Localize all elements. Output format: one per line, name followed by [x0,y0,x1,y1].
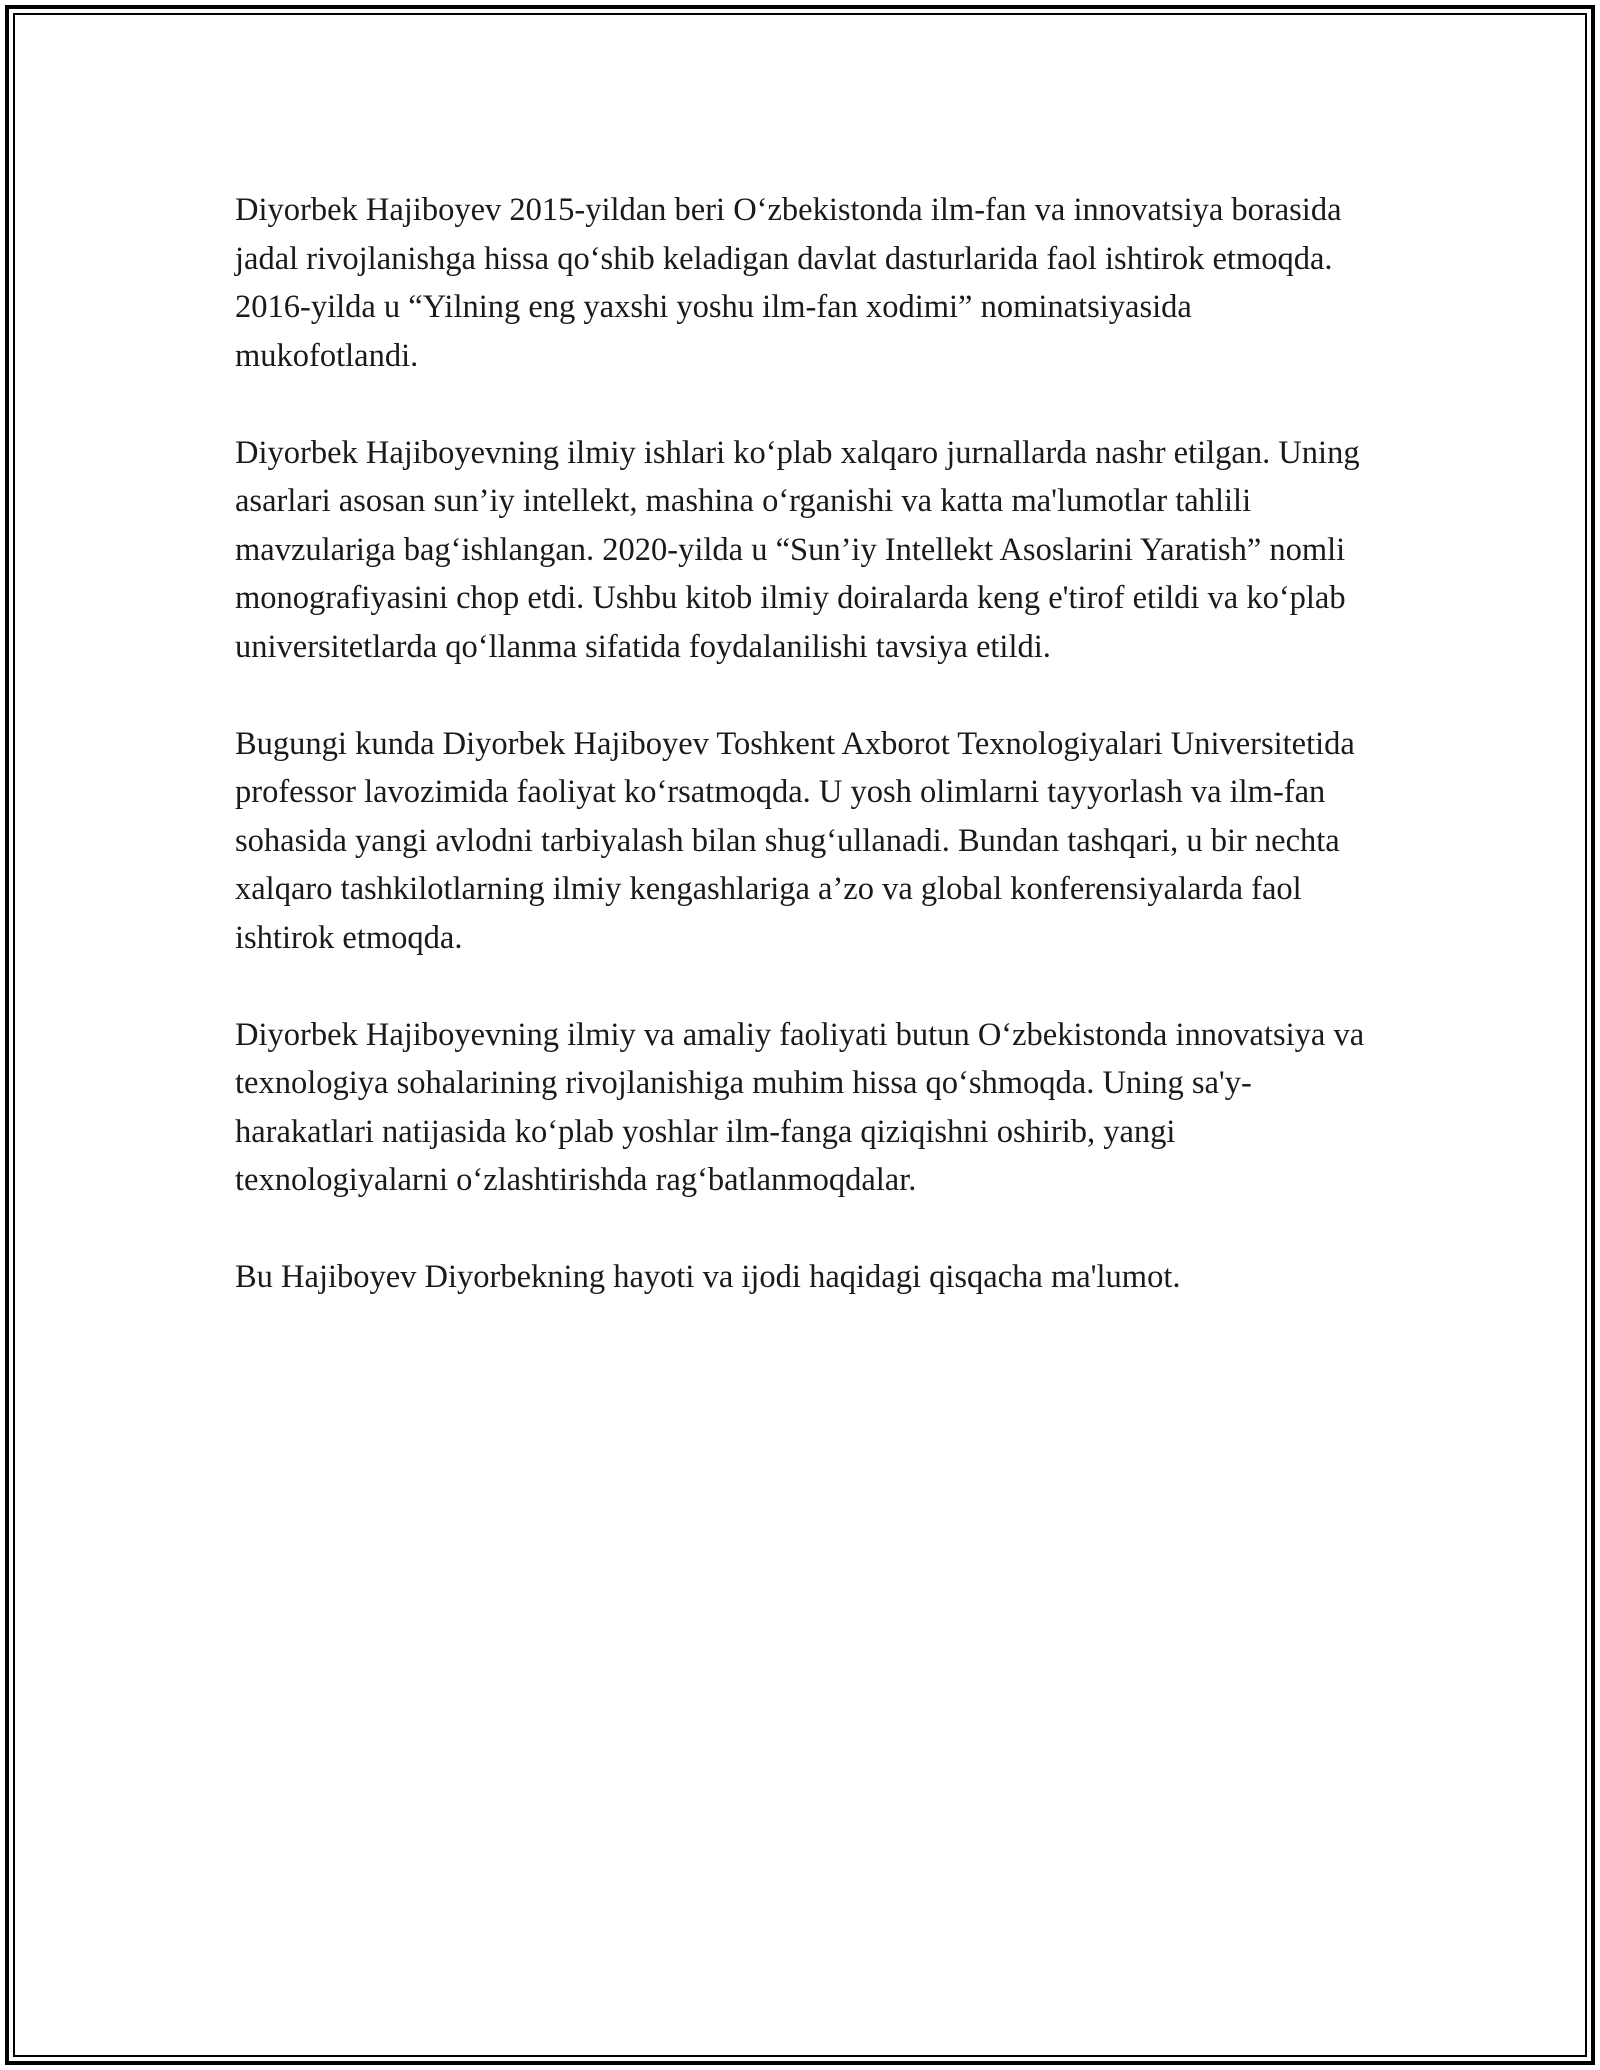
paragraph-summary: Bu Hajiboyev Diyorbekning hayoti va ijodi haqidagi qisqacha ma'lumot. [235,1259,1181,1295]
document-body [235,186,1375,1350]
paragraph-intro: Diyorbek Hajiboyev 2015-yildan beri O‘zbekistonda ilm-fan va innovatsiya borasida jadal rivojlanishga hissa qo‘shib keladigan davlat dasturlarida faol ishtirok etmoqda. 2016-yilda u “Yilning eng yaxshi yoshu ilm-fan xodimi” nominatsiyasida mukofotlandi. [235,192,1342,374]
paragraph-current-position: Bugungi kunda Diyorbek Hajiboyev Toshkent Axborot Texnologiyalari Universitetida professor lavozimida faoliyat ko‘rsatmoqda. U yosh olimlarni tayyorlash va ilm-fan sohasida yangi avlodni tarbiyalash bilan shug‘ullanadi. Bundan tashqari, u bir nechta xalqaro tashkilotlarning ilmiy kengashlariga a’zo va global konferensiyalarda faol ishtirok etmoqda. [235,725,1355,956]
paragraph-publications: Diyorbek Hajiboyevning ilmiy ishlari ko‘plab xalqaro jurnallarda nashr etilgan. Uning asarlari asosan sun’iy intellekt, mashina o‘rganishi va katta ma'lumotlar tahlili mavzulariga bag‘ishlangan. 2020-yilda u “Sun’iy Intellekt Asoslarini Yaratish” nomli monografiyasini chop etdi. Ushbu kitob ilmiy doiralarda keng e'tirof etildi va ko‘plab universitetlarda qo‘llanma sifatida foydalanilishi tavsiya etildi. [235,434,1360,665]
paragraph-impact: Diyorbek Hajiboyevning ilmiy va amaliy faoliyati butun O‘zbekistonda innovatsiya va texnologiya sohalarining rivojlanishiga muhim hissa qo‘shmoqda. Uning sa'y-harakatlari natijasida ko‘plab yoshlar ilm-fanga qiziqishni oshirib, yangi texnologiyalarni o‘zlashtirishda rag‘batlanmoqdalar. [235,1016,1365,1198]
